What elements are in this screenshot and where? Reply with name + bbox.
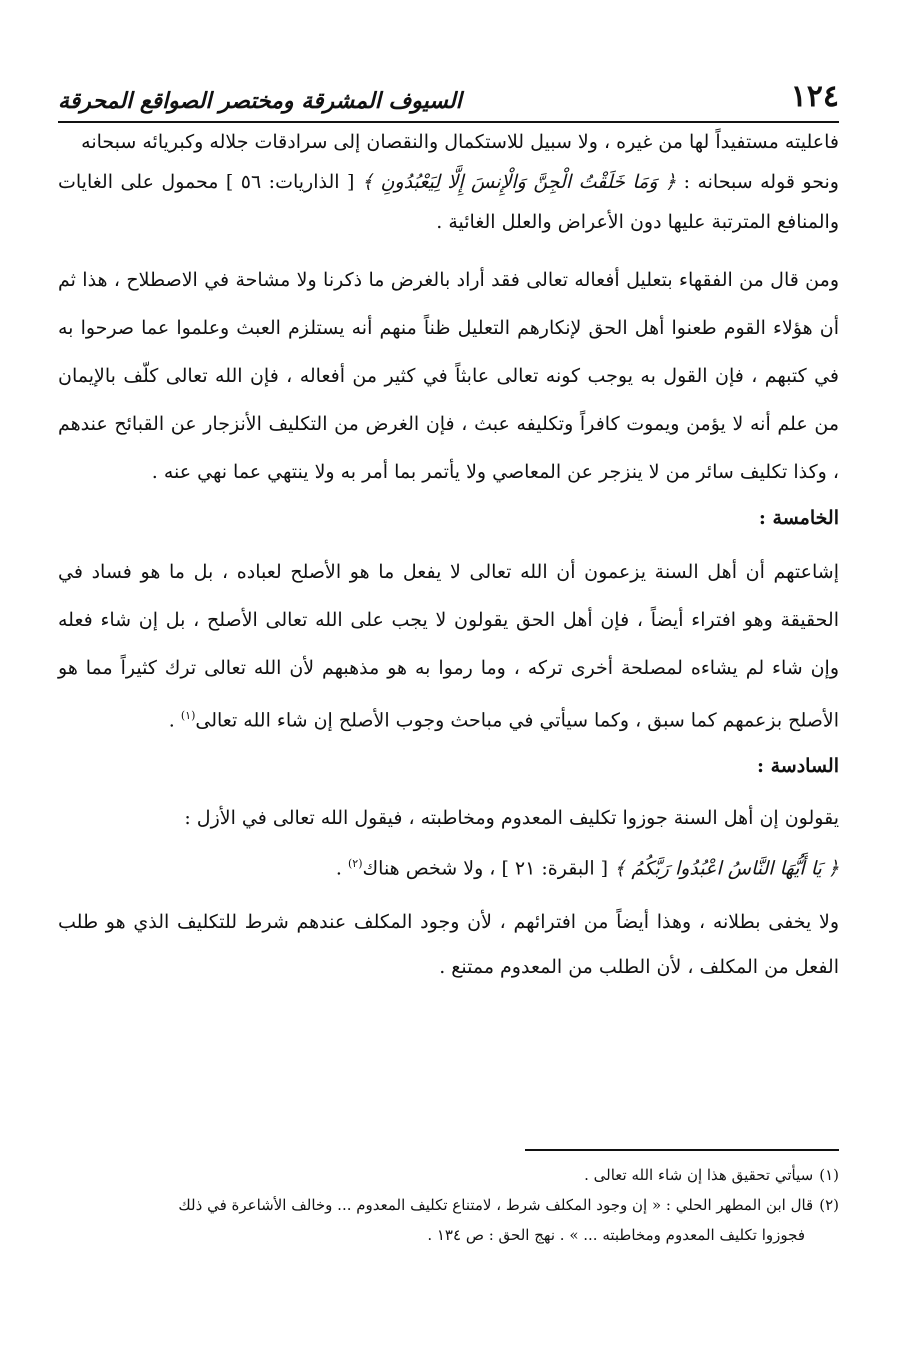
footnote-1-text: سيأتي تحقيق هذا إن شاء الله تعالى .: [584, 1166, 814, 1184]
paragraph-5: يقولون إن أهل السنة جوزوا تكليف المعدوم ومخاطبته ، فيقول الله تعالى في الأزل :: [184, 807, 839, 830]
footnote-2: [58, 1190, 839, 1220]
main-text: [58, 122, 839, 990]
footnote-2-number: (٢): [819, 1196, 839, 1214]
footnote-1-number: (١): [819, 1166, 839, 1184]
footnote-2-text: قال ابن المطهر الحلي : « إن وجود المكلف شرط ، لامتناع تكليف المعدوم ... وخالف الأشاعرة في ذلك: [178, 1196, 814, 1214]
paragraph-2: [58, 162, 839, 242]
paragraph-7: ولا يخفى بطلانه ، وهذا أيضاً من افترائهم ، لأن وجود المكلف عندهم شرط للتكليف الذي هو طلب الفعل من المكلف ، لأن الطلب من المعدوم ممتنع .: [58, 910, 839, 978]
section-heading-fifth: الخامسة :: [758, 507, 839, 529]
section-heading-sixth: السادسة :: [756, 755, 839, 778]
footnote-rule: [525, 1149, 839, 1151]
paragraph-2-tail: [ الذاريات: ٥٦ ] محمول على الغايات والمنافع المترتبة عليها دون الأعراض والعلل الغائية .: [58, 171, 839, 233]
footnote-1: [58, 1160, 839, 1190]
paragraph-6-end: .: [335, 857, 348, 880]
quran-verse-dhariyat: ﴿ وَمَا خَلَقْتُ الْجِنَّ وَالْإِنسَ إِلَّا لِيَعْبُدُونِ ﴾: [361, 171, 677, 193]
paragraph-4-end: .: [168, 709, 181, 732]
running-title: السيوف المشرقة ومختصر الصواقع المحرقة: [58, 88, 462, 114]
paragraph-1: فاعليته مستفيداً لها من غيره ، ولا سبيل للاستكمال والنقصان إلى سرادقات جلاله وكبريائه سبحانه: [81, 131, 839, 153]
paragraph-6: [58, 841, 839, 891]
page-number: ١٢٤: [790, 79, 839, 114]
paragraph-3: ومن قال من الفقهاء بتعليل أفعاله تعالى فقد أراد بالغرض ما ذكرنا ولا مشاحة في الاصطلاح ، هذا ثم أن هؤلاء القوم طعنوا أهل الحق لإنكارهم التعليل ظناً منهم أنه يستلزم العبث وعلموا عما صرحوا به في كتبهم ، فإن القول به يوجب كونه تعالى عابثاً في كثير من أفعاله ، فإن الله تعالى كلّف بالإيمان من علم أنه لا يؤمن ويموت كافراً وتكليفه عبث ، فإن الغرض من التكليف الأنزجار عن القبائح عندهم ، وكذا تكليف سائر من لا ينزجر عن المعاصي ولا يأتمر بما أمر به ولا ينتهي عما نهي عنه .: [58, 269, 839, 483]
paragraph-6-text: [ البقرة: ٢١ ] ، ولا شخص هناك: [362, 857, 615, 880]
paragraph-4-text: إشاعتهم أن أهل السنة يزعمون أن الله تعالى لا يفعل ما هو الأصلح لعباده ، بل ما هو فساد في الحقيقة وهو افتراء أيضاً ، فإن أهل الحق يقولون لا يجب على الله تعالى الأصلح ، بل إن شاء فعله وإن شاء لم يشاءه لمصلحة أخرى تركه ، وما رموا به هو مذهبهم لأن الله تعالى ترك كثيراً مما هو الأصلح بزعمهم كما سبق ، وكما سيأتي في مباحث وجوب الأصلح إن شاء الله تعالى: [58, 561, 839, 732]
footnotes: [58, 1160, 839, 1250]
page-header: [58, 72, 839, 112]
footnote-ref-2[interactable]: (٢): [347, 857, 363, 871]
paragraph-2-lead: ونحو قوله سبحانه :: [683, 171, 839, 193]
paragraph-4: [58, 548, 839, 744]
footnote-ref-1[interactable]: (١): [180, 709, 196, 722]
quran-verse-baqara: ﴿ يَا أَيُّهَا النَّاسُ اعْبُدُوا رَبَّكُمُ ﴾: [614, 857, 839, 880]
footnote-2-continuation: فجوزوا تكليف المعدوم ومخاطبته ... » . نهج الحق : ص ١٣٤ .: [427, 1226, 805, 1244]
